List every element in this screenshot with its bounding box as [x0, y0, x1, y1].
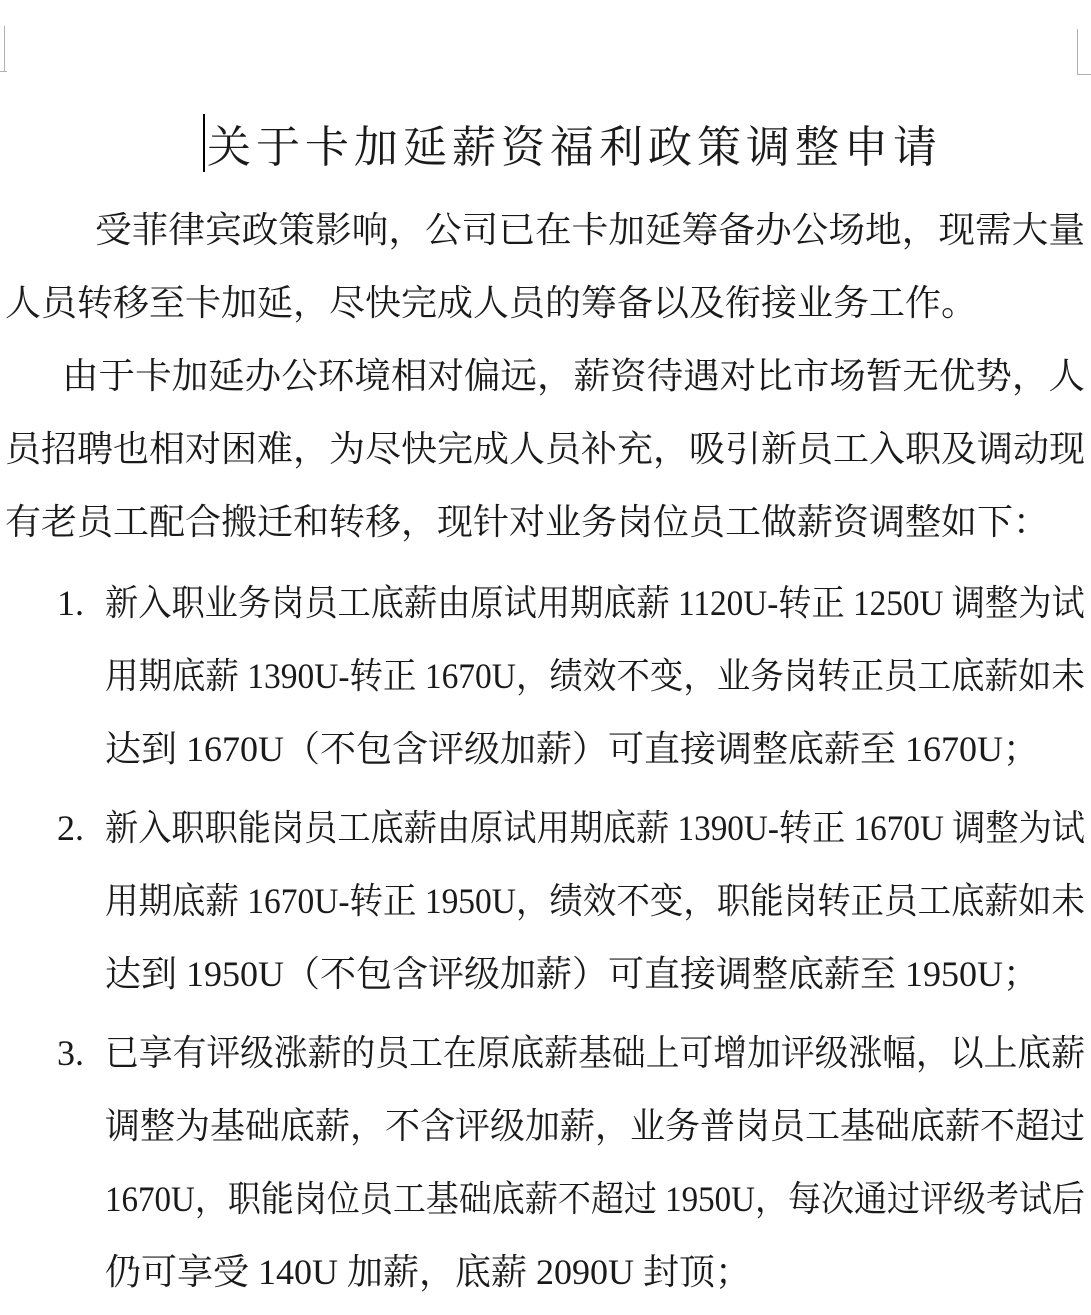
text-line-content: 已享有评级涨薪的员工在原底薪基础上可增加评级涨幅，以上底薪 [105, 1033, 1086, 1073]
text-line [105, 938, 1085, 1011]
paragraph [5, 340, 1085, 559]
text-line [5, 267, 1085, 340]
text-line [105, 865, 1085, 938]
list-item [5, 567, 1085, 786]
text-line-content: 新入职业务岗员工底薪由原试用期底薪 1120U-转正 1250U 调整为试 [105, 583, 1085, 623]
document-title-row [5, 112, 1085, 184]
text-line [105, 640, 1085, 713]
text-line [105, 792, 1085, 865]
paragraph [5, 194, 1085, 340]
text-line-content: 受菲律宾政策影响，公司已在卡加延筹备办公场地，现需大量 [95, 210, 1086, 250]
text-line-content: 人员转移至卡加延，尽快完成人员的筹备以及衔接业务工作。 [5, 283, 978, 323]
text-line-content: 由于卡加延办公环境相对偏远，薪资待遇对比市场暂无优势，人 [62, 356, 1086, 396]
numbered-list [5, 567, 1085, 1309]
text-line [105, 1090, 1085, 1163]
text-cursor-caret [203, 114, 205, 172]
text-line [105, 567, 1085, 640]
text-line-content: 1670U，职能岗位员工基础底薪不超过 1950U，每次通过评级考试后 [105, 1179, 1085, 1219]
text-line-content: 用期底薪 1390U-转正 1670U，绩效不变，业务岗转正员工底薪如未 [105, 656, 1085, 696]
text-line-content: 达到 1670U（不包含评级加薪）可直接调整底薪至 1670U； [105, 729, 1039, 769]
list-number: 3. [57, 1033, 84, 1073]
text-line [105, 713, 1085, 786]
document-content [5, 0, 1085, 1315]
text-line [5, 486, 1085, 559]
text-line [5, 413, 1085, 486]
text-line-content: 有老员工配合搬迁和转移，现针对业务岗位员工做薪资调整如下： [5, 502, 1050, 542]
text-line [105, 1236, 1085, 1309]
document-title: 关于卡加延薪资福利政策调整申请 [207, 123, 942, 172]
text-line-content: 员招聘也相对困难，为尽快完成人员补充，吸引新员工入职及调动现 [5, 429, 1086, 469]
text-line [5, 340, 1085, 413]
text-line [105, 1163, 1085, 1236]
text-line-content: 用期底薪 1670U-转正 1950U，绩效不变，职能岗转正员工底薪如未 [105, 881, 1085, 921]
paragraphs [5, 194, 1085, 559]
list-number: 1. [57, 583, 84, 623]
list-number: 2. [57, 808, 84, 848]
list-item [5, 792, 1085, 1011]
list-item [5, 1017, 1085, 1309]
text-line-content: 仍可享受 140U 加薪，底薪 2090U 封顶； [105, 1252, 751, 1292]
text-line [5, 194, 1085, 267]
text-line [105, 1017, 1085, 1090]
text-line-content: 调整为基础底薪，不含评级加薪，业务普岗员工基础底薪不超过 [105, 1106, 1086, 1146]
text-line-content: 新入职职能岗员工底薪由原试用期底薪 1390U-转正 1670U 调整为试 [105, 808, 1085, 848]
text-line-content: 达到 1950U（不包含评级加薪）可直接调整底薪至 1950U； [105, 954, 1039, 994]
